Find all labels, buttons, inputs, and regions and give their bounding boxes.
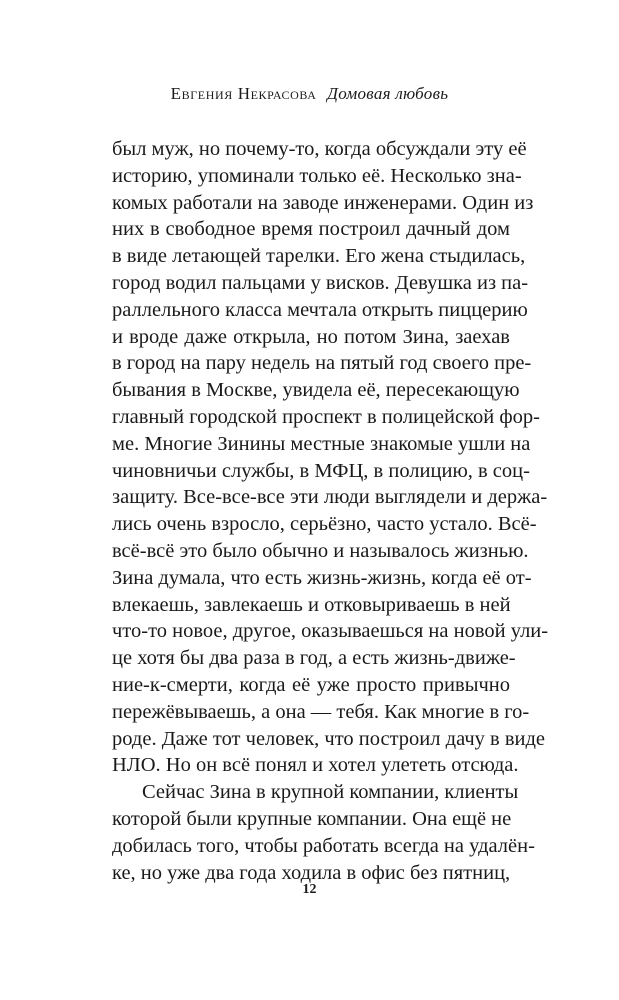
text-line: добилась того, чтобы работать всегда на удалён- (112, 834, 535, 857)
text-line: раллельного класса мечтала открыть пиццерию (112, 298, 528, 321)
text-line: влекаешь, завлекаешь и отковыриваешь в ней (112, 593, 511, 616)
text-line: бывания в Москве, увидела её, пересекающую (112, 379, 520, 402)
text-line: них в свободное время построил дачный дом (112, 218, 510, 241)
text-line: которой были крупные компании. Она ещё не (112, 807, 512, 830)
text-line: главный городской проспект в полицейской фор- (112, 405, 540, 428)
text-line: пережёвываешь, а она — тебя. Как многие в го- (112, 700, 530, 723)
text-line: в виде летающей тарелки. Его жена стыдилась, (112, 245, 526, 268)
text-line: защиту. Все-все-все эти люди выглядели и держа- (112, 486, 548, 509)
text-line: лись очень взросло, серьёзно, часто устало. Всё- (112, 513, 537, 536)
text-line: ме. Многие Зинины местные знакомые ушли на (112, 432, 531, 455)
text-line: историю, упоминали только её. Несколько зна- (112, 164, 522, 187)
body-text (112, 136, 549, 886)
author-name: Евгения Некрасова (170, 84, 317, 103)
text-line: Зина думала, что есть жизнь-жизнь, когда её от- (112, 566, 532, 589)
running-head (0, 84, 619, 104)
text-line: ке, но уже два года ходила в офис без пятниц, (112, 861, 511, 884)
text-line: был муж, но почему-то, когда обсуждали эту её (112, 138, 527, 160)
text-line: роде. Даже тот человек, что построил дачу в виде (112, 727, 546, 750)
paragraph-start-line: Сейчас Зина в крупной компании, клиенты (142, 781, 519, 804)
text-line: комых работали на заводе инженерами. Один из (112, 191, 534, 214)
text-line: ние-к-смерти, когда её уже просто привычно (112, 673, 510, 696)
text-line: НЛО. Но он всё понял и хотел улететь отсюда. (112, 754, 519, 777)
text-line: всё-всё это было обычно и называлось жизнью. (112, 539, 529, 562)
page-number: 12 (302, 882, 317, 897)
text-line: что-то новое, другое, оказываешься на новой ули- (112, 620, 549, 643)
text-line: чиновничьи службы, в МФЦ, в полицию, в соц- (112, 459, 530, 482)
text-line: в город на пару недель на пятый год своего пре- (112, 352, 532, 375)
text-line: и вроде даже открыла, но потом Зина, заехав (112, 325, 510, 348)
book-title: Домовая любовь (327, 84, 449, 103)
text-line: город водил пальцами у висков. Девушка из па- (112, 271, 529, 294)
text-line: це хотя бы два раза в год, а есть жизнь-движе- (112, 647, 516, 670)
